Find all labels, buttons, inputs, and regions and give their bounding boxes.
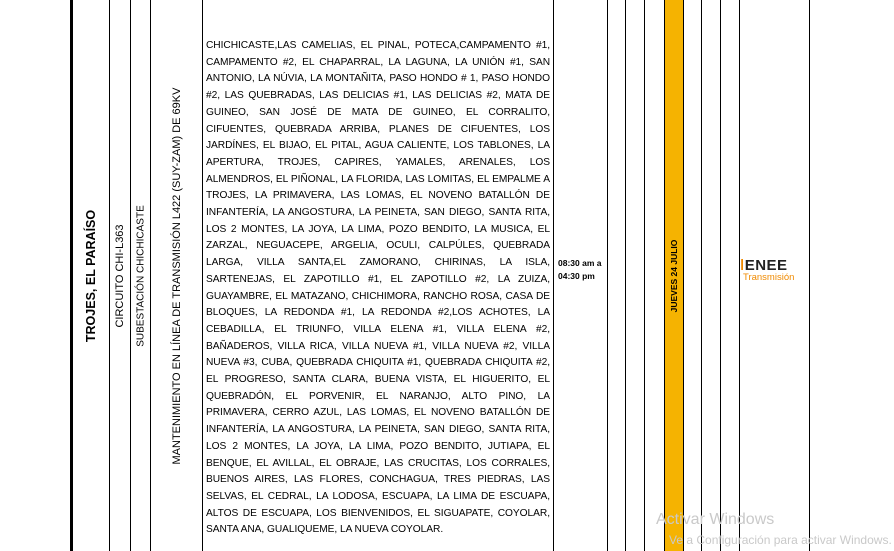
date-cell: [664, 0, 683, 551]
empty-cell-3: [644, 0, 664, 551]
watermark-subtitle: Ve a Configuración para activar Windows.: [669, 533, 892, 547]
empty-cell-5: [701, 0, 720, 551]
windows-activation-watermark: [656, 510, 892, 550]
logo-text: ENEE: [744, 257, 788, 274]
watermark-title: Activar Windows: [656, 511, 775, 528]
empty-cell-6: [720, 0, 739, 551]
time-range: [558, 257, 601, 283]
work-description: MANTENIMIENTO EN LÍNEA DE TRANSMISIÓN L422 (SUY-ZAM) DE 69KV: [170, 87, 183, 464]
circuit-label: CIRCUITO CHI-L363: [114, 223, 126, 328]
empty-cell-4: [683, 0, 701, 551]
time-end: 04:30 pm: [558, 271, 595, 281]
trailing-cell: [809, 0, 894, 551]
enee-logo: [740, 257, 794, 283]
empty-cell-2: [625, 0, 644, 551]
time-start: 08:30 am a: [558, 258, 602, 268]
location-label: TROJES, EL PARAÍSO: [84, 209, 98, 342]
logo-subtitle: Transmisión: [743, 272, 795, 283]
location-cell: [72, 0, 109, 551]
affected-areas-text: CHICHICASTE,LAS CAMELIAS, EL PINAL, POTECA,CAMPAMENTO #1, CAMPAMENTO #2, EL CHAPARRAL, LA LAGUNA, LA UNIÓN #1, SAN ANTONIO, LA NÚVIA, LA MONTAÑITA, PASO HONDO # 1, PASO HONDO #2, LAS QUEBRADAS, LAS DELICIAS #1, LAS DELICIAS #2, MATA DE GUINEO, SAN JOSÉ DE MATA DE GUINEO, EL CORRALITO, CIFUENTES, QUEBRADA ARRIBA, PLANES DE CIFUENTES, LOS JARDÍNES, EL BIJAO, EL PITAL, AGUA CALIENTE, LOS TABLONES, LA APERTURA, TROJES, CAPIRES, YAMALES, ARENALES, LOS ALMENDROS, EL PIÑONAL, LA FLORIDA, LAS LOMITAS, EL EMPALME A TROJES, LA PRIMAVERA, LAS LOMAS, EL NOVENO BATALLÓN DE INFANTERÍA, LA ANGOSTURA, LA PEINETA, SAN DIEGO, SANTA RITA, LOS 2 MONTES, LA JOYA, LA LIMA, POZO BENDITO, LA MUSICA, EL ZARZAL, NEGUACEPE, ARGELIA, OCULI, CALPÚLES, QUEBRADA LARGA, VILLA SANTA,EL ZAMORANO, CHIRINAS, LA ISLA, SARTENEJAS, EL ZAPOTILLO #1, EL ZAPOTILLO #2, LA ZUIZA, GUAYAMBRE, EL MATAZANO, CHICHIMORA, RANCHO ROSA, CASA DE BLOQUES, LA REDONDA #1, LA REDONDA #2,LOS ACHOTES, LA CEBADILLA, EL TRIUNFO, VILLA ELENA #1, VILLA ELENA #2, BAÑADEROS, VILLA RICA, VILLA NUEVA #1, VILLA NUEVA #2, VILLA NUEVA #3, CUBA, QUEBRADA CHIQUITA #1, QUEBRADA CHIQUITA #2, EL PROGRESO, SANTA CLARA, BUENA VISTA, EL HIGUERITO, EL QUEBRADÓN, EL PORVENIR, EL NARANJO, ALTO PINO, LA PRIMAVERA, CERRO AZUL, LAS LOMAS, EL NOVENO BATALLÓN DE INFANTERÍA, LA ANGOSTURA, LA PEINETA, SAN DIEGO, SANTA RITA, LOS 2 MONTES, LA JOYA, LA LIMA, POZO BENDITO, JUTIAPA, EL BENQUE, EL AVILLAL, EL OBRAJE, LAS CRUCITAS, LOS CORRALES, BUENOS AIRES, LAS FLORES, CONCHAGUA, TRES PIEDRAS, LAS SELVAS, EL CEDRAL, LA LODOSA, ESCUAPA, LA LIMA DE ESCUAPA, ALTOS DE ESCUAPA, LOS BIENVENIDOS, EL SIGUAPATE, COYOLAR, SANTA ANA, GUALIQUEME, LA NUEVA COYOLAR.: [206, 40, 550, 536]
substation-cell: [130, 0, 150, 551]
substation-label: SUBESTACIÓN CHICHICASTE: [135, 204, 146, 347]
logo-mark-icon: ǀ: [740, 257, 745, 274]
empty-cell-1: [607, 0, 625, 551]
date-label: JUEVES 24 JULIO: [669, 239, 679, 312]
work-cell: [150, 0, 202, 551]
circuit-cell: [109, 0, 130, 551]
